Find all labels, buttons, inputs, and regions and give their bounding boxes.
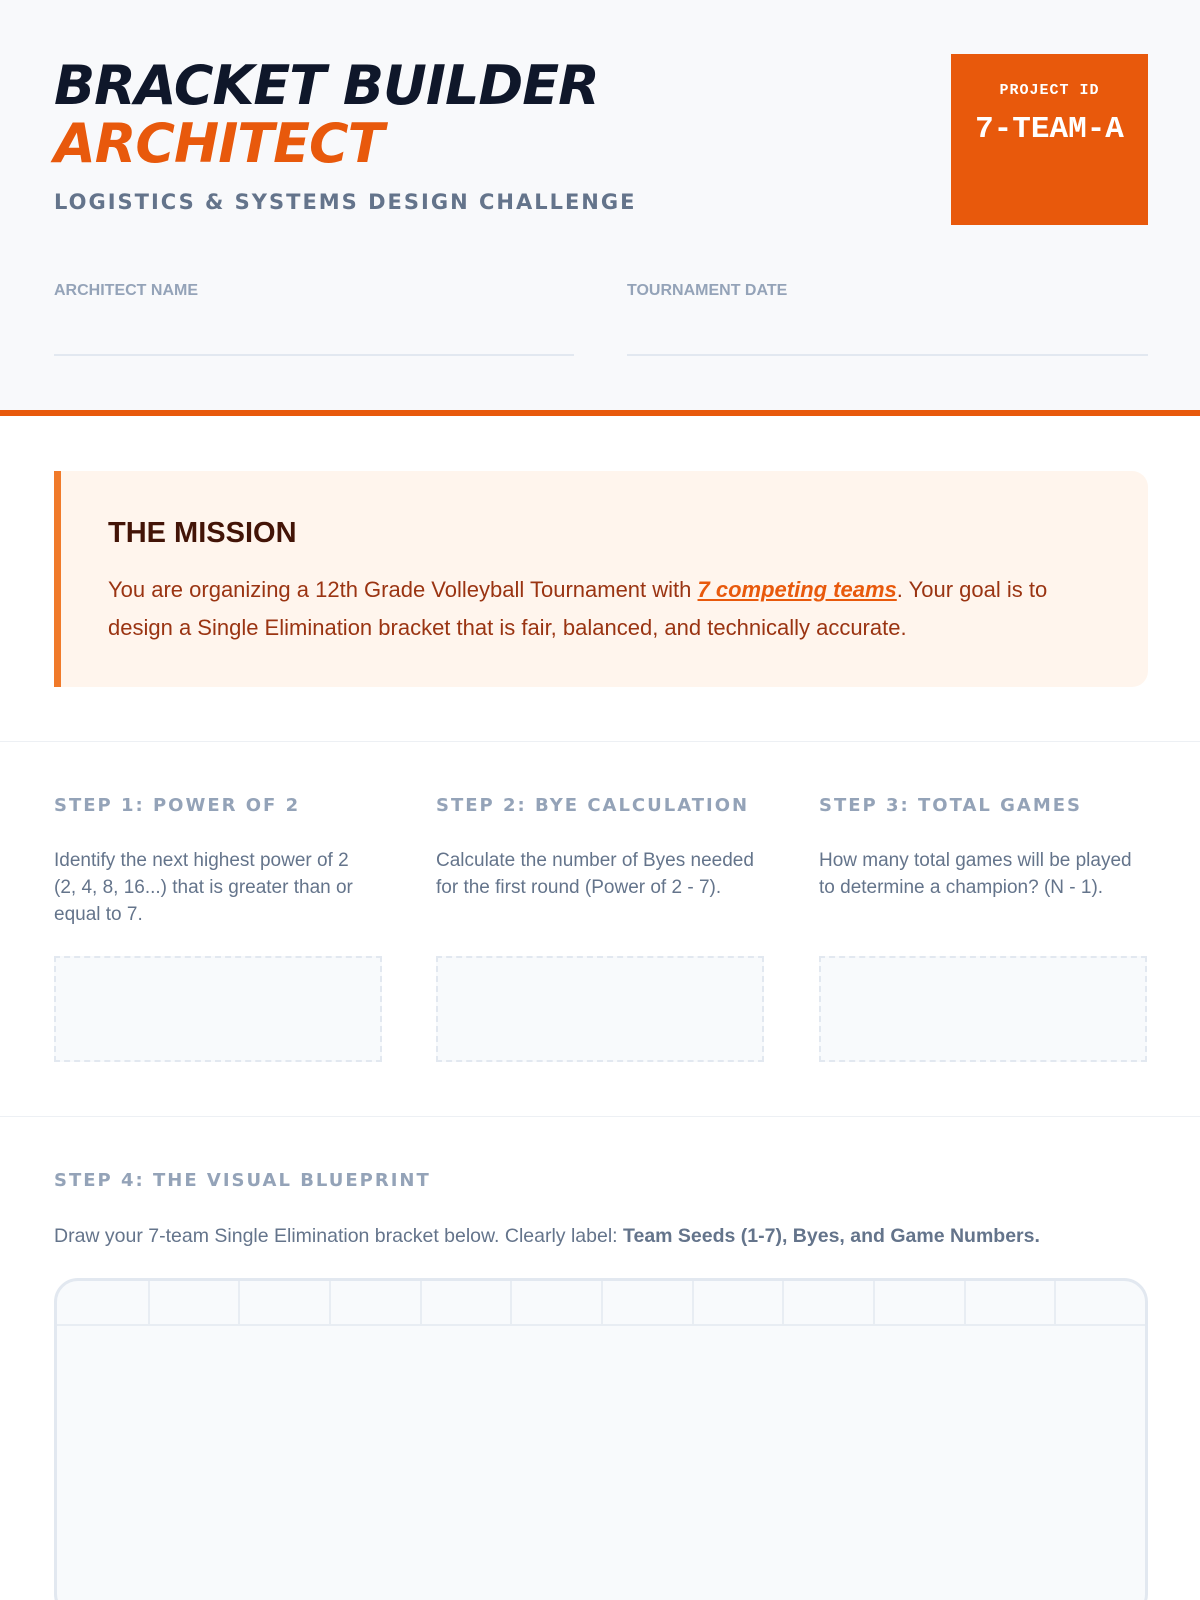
step-1-title: STEP 1: POWER OF 2 bbox=[54, 795, 301, 816]
project-id-value: 7-TEAM-A bbox=[975, 112, 1124, 147]
step-4-description-emphasis: Team Seeds (1-7), Byes, and Game Numbers. bbox=[623, 1225, 1040, 1247]
grid-column-divider bbox=[329, 1281, 331, 1326]
grid-column-divider bbox=[1054, 1281, 1056, 1326]
step-2-description: Calculate the number of Byes needed for the first round (Power of 2 - 7). bbox=[436, 850, 754, 898]
step-1-card bbox=[54, 795, 382, 928]
step-2-title: STEP 2: BYE CALCULATION bbox=[436, 795, 750, 816]
header-divider bbox=[0, 410, 1200, 416]
architect-name-label: ARCHITECT NAME bbox=[54, 282, 198, 299]
step-1-answer-box[interactable] bbox=[54, 956, 382, 1062]
mission-title: THE MISSION bbox=[108, 517, 297, 549]
page-title-line-2: ARCHITECT bbox=[54, 112, 384, 175]
step-1-description: Identify the next highest power of 2 (2, 4, 8, 16...) that is greater than or equal to 7. bbox=[54, 850, 353, 925]
step-2-answer-box[interactable] bbox=[436, 956, 764, 1062]
grid-column-divider bbox=[238, 1281, 240, 1326]
project-id-badge bbox=[951, 54, 1148, 225]
step-4-description-text: Draw your 7-team Single Elimination bracket below. Clearly label: bbox=[54, 1225, 624, 1247]
step-3-answer-box[interactable] bbox=[819, 956, 1147, 1062]
mission-callout bbox=[54, 471, 1148, 687]
bracket-drawing-area[interactable] bbox=[54, 1278, 1148, 1600]
mission-highlight: 7 competing teams bbox=[697, 577, 897, 602]
tournament-date-label: TOURNAMENT DATE bbox=[627, 282, 788, 299]
mission-text-after: . Your goal is to design a Single Elimination bracket that is fair, balanced, and technically accurate. bbox=[108, 577, 1048, 640]
grid-column-divider bbox=[510, 1281, 512, 1326]
grid-column-divider bbox=[782, 1281, 784, 1326]
page-subtitle: LOGISTICS & SYSTEMS DESIGN CHALLENGE bbox=[54, 190, 637, 214]
mission-text bbox=[108, 571, 1108, 647]
step-3-description: How many total games will be played to determine a champion? (N - 1). bbox=[819, 850, 1132, 898]
grid-column-divider bbox=[601, 1281, 603, 1326]
step-3-card bbox=[819, 795, 1147, 928]
step-4-title: STEP 4: THE VISUAL BLUEPRINT bbox=[54, 1170, 431, 1191]
project-id-label: PROJECT ID bbox=[999, 82, 1100, 99]
grid-column-divider bbox=[420, 1281, 422, 1326]
step-2-card bbox=[436, 795, 764, 928]
step-4-description bbox=[54, 1225, 1040, 1248]
architect-name-field[interactable] bbox=[54, 354, 574, 356]
tournament-date-field[interactable] bbox=[627, 354, 1148, 356]
grid-column-divider bbox=[964, 1281, 966, 1326]
section-divider bbox=[0, 741, 1200, 742]
mission-text-before: You are organizing a 12th Grade Volleyball Tournament with bbox=[108, 577, 698, 602]
grid-column-divider bbox=[873, 1281, 875, 1326]
section-divider bbox=[0, 1116, 1200, 1117]
step-3-title: STEP 3: TOTAL GAMES bbox=[819, 795, 1082, 816]
page-title-line-1: BRACKET BUILDER bbox=[54, 54, 599, 117]
grid-column-divider bbox=[148, 1281, 150, 1326]
grid-header-row bbox=[57, 1281, 1145, 1326]
grid-column-divider bbox=[692, 1281, 694, 1326]
